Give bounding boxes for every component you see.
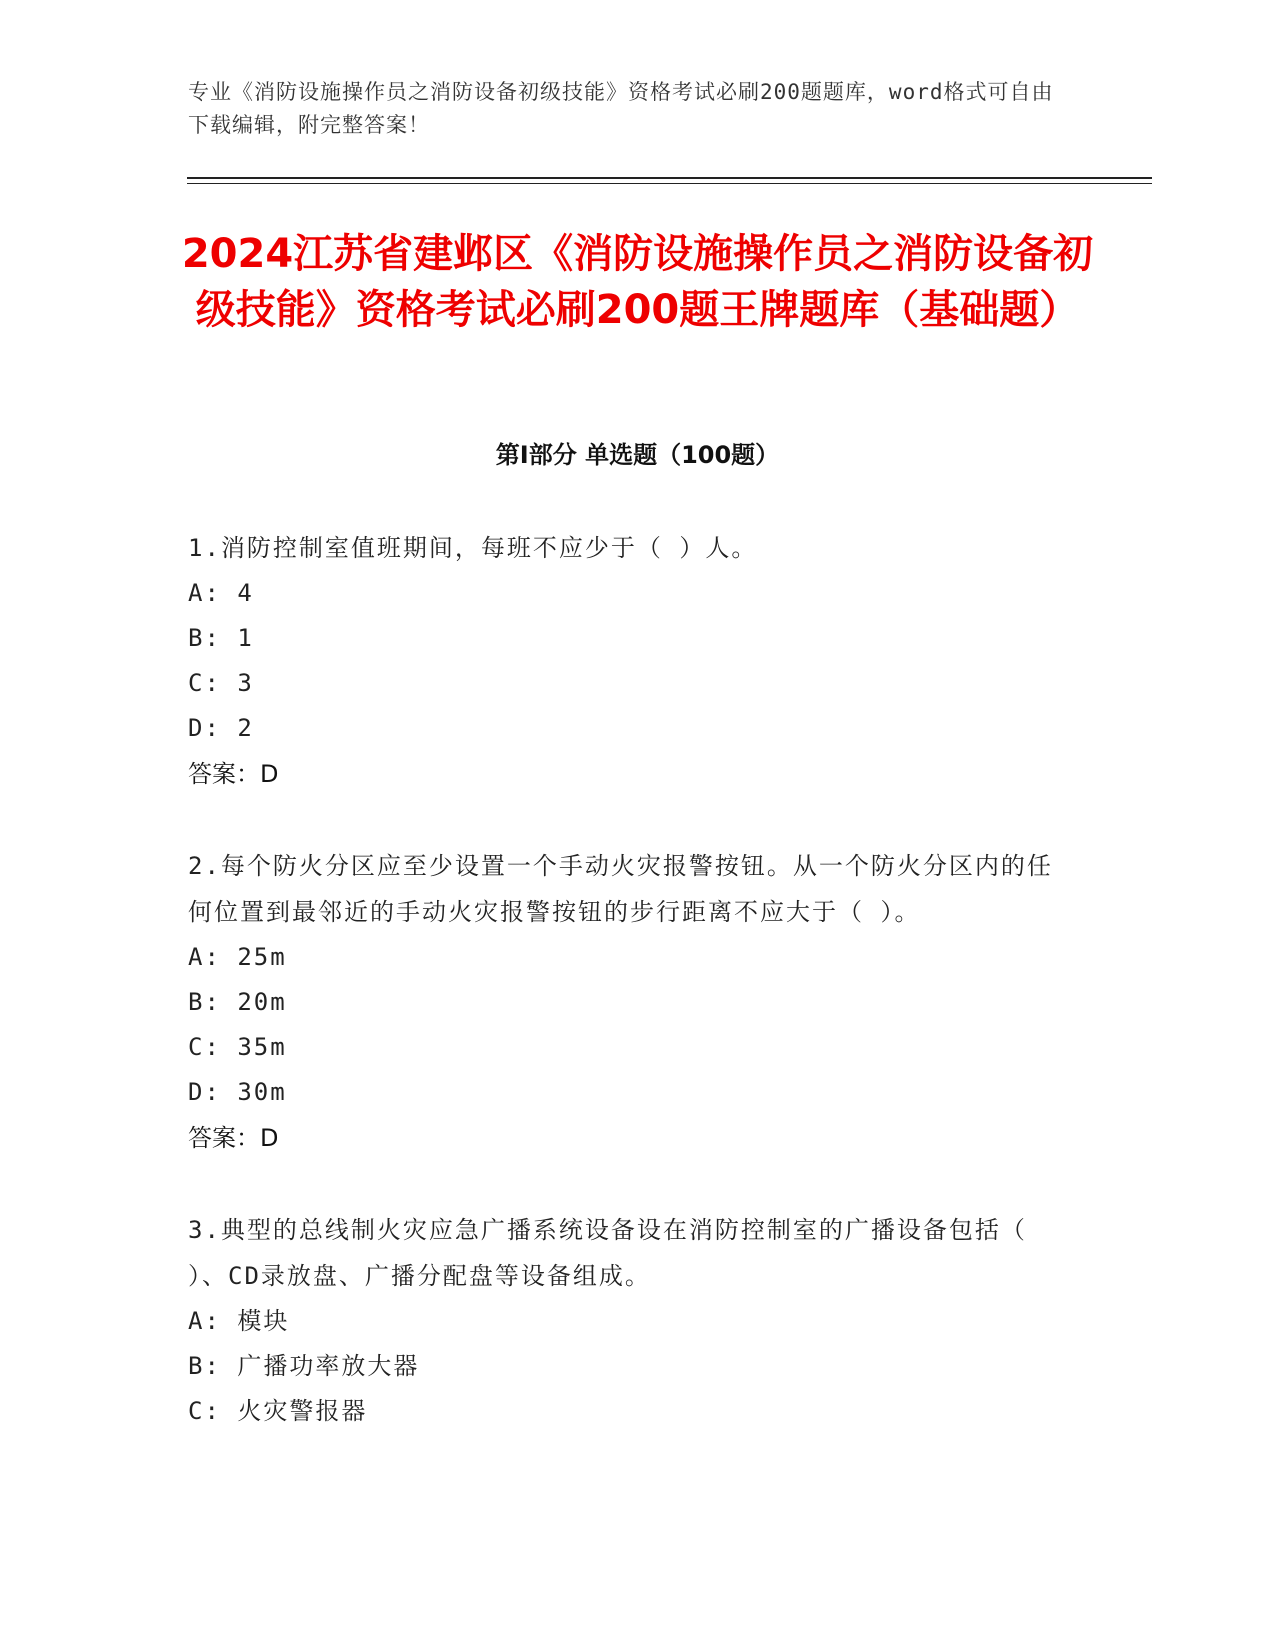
option-d: D: 30m: [188, 1078, 287, 1106]
question-answer: 答案：D: [188, 760, 279, 788]
option-a: A: 25m: [188, 943, 287, 971]
header-note: 专业《消防设施操作员之消防设备初级技能》资格考试必刷200题题库，word格式可自由下载编辑，附完整答案！: [188, 80, 1054, 137]
option-c: C: 火灾警报器: [188, 1397, 368, 1425]
question-2: [188, 843, 1068, 1161]
option-c: C: 3: [188, 669, 254, 697]
option-a: A: 模块: [188, 1307, 290, 1335]
document-title: 2024江苏省建邺区《消防设施操作员之消防设备初级技能》资格考试必刷200题王牌题库（基础题）: [181, 231, 1094, 333]
question-answer: 答案：D: [188, 1124, 279, 1152]
header-divider-thin: [187, 183, 1152, 184]
question-stem: 3.典型的总线制火灾应急广播系统设备设在消防控制室的广播设备包括（ ）、CD录放盘、广播分配盘等设备组成。: [188, 1216, 1027, 1290]
question-list: [188, 525, 1068, 1480]
option-a: A: 4: [188, 579, 254, 607]
option-c: C: 35m: [188, 1033, 287, 1061]
section-heading: 第I部分 单选题（100题）: [495, 441, 780, 469]
header-divider-thick: [187, 177, 1152, 179]
question-stem: 1.消防控制室值班期间，每班不应少于（ ）人。: [188, 534, 758, 562]
question-3: [188, 1207, 1068, 1434]
option-b: B: 1: [188, 624, 254, 652]
option-b: B: 广播功率放大器: [188, 1352, 420, 1380]
option-b: B: 20m: [188, 988, 287, 1016]
option-d: D: 2: [188, 714, 254, 742]
question-1: [188, 525, 1068, 797]
question-stem: 2.每个防火分区应至少设置一个手动火灾报警按钮。从一个防火分区内的任何位置到最邻近的手动火灾报警按钮的步行距离不应大于（ ）。: [188, 852, 1053, 926]
